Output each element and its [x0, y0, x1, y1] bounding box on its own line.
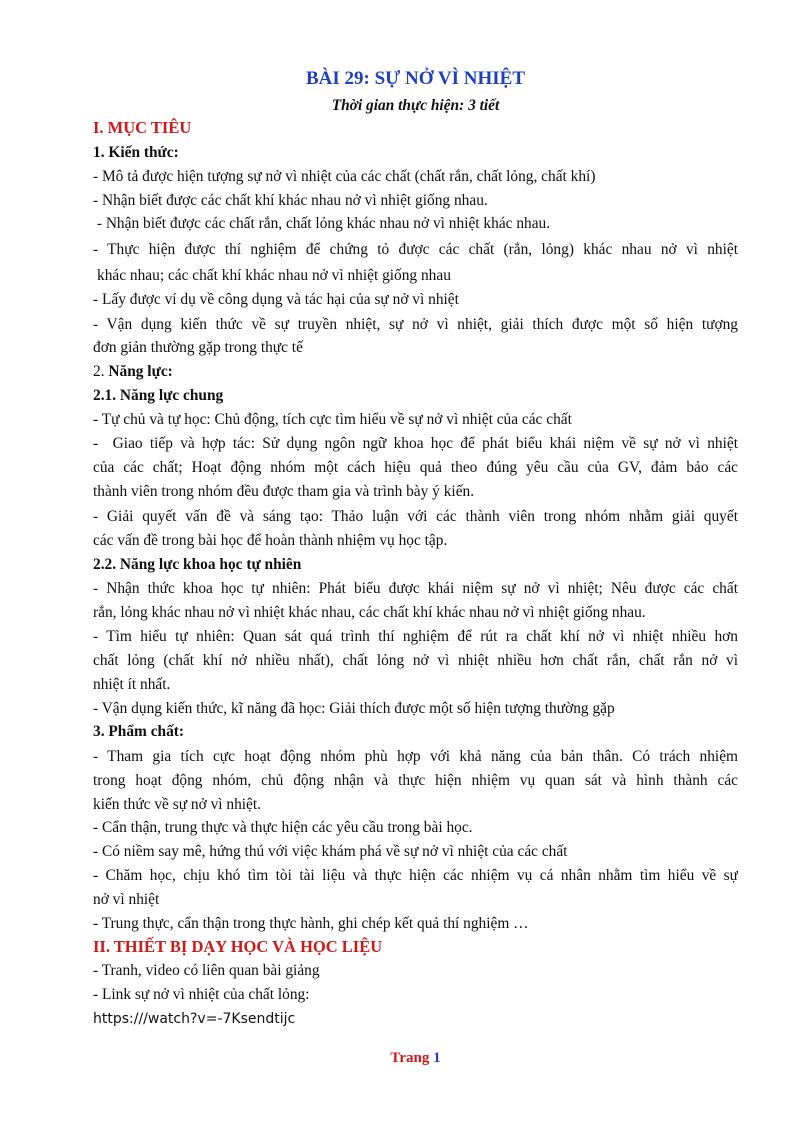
page-label: Trang — [390, 1050, 434, 1066]
quality-item: - Có niềm say mê, hứng thú với việc khám phá về sự nở vì nhiệt của các chất — [93, 843, 568, 860]
knowledge-item: - Nhận biết được các chất rắn, chất lỏng khác nhau nở vì nhiệt khác nhau. — [93, 215, 551, 232]
lesson-duration: Thời gian thực hiện: 3 tiết — [331, 97, 500, 114]
section-heading-objectives: I. MỤC TIÊU — [93, 118, 192, 137]
competence-number: 2. — [93, 363, 109, 380]
quality-item-continued: kiến thức về sự nở vì nhiệt. — [93, 796, 262, 813]
science-competence-item: - Nhận thức khoa học tự nhiên: Phát biểu được khái niệm sự nở vì nhiệt; Nêu được các chất — [93, 580, 738, 597]
science-competence-item: - Vận dụng kiến thức, kĩ năng đã học: Giải thích được một số hiện tượng thường gặp — [93, 700, 615, 717]
competence-heading — [93, 362, 738, 382]
video-link[interactable]: https:///watch?v=-7Ksendtijc — [93, 1011, 296, 1027]
quality-item: - Cẩn thận, trung thực và thực hiện các yêu cầu trong bài học. — [93, 819, 473, 836]
knowledge-item: - Nhận biết được các chất khí khác nhau nở vì nhiệt giống nhau. — [93, 192, 488, 209]
general-competence-item: - Giải quyết vấn đề và sáng tạo: Thảo luận với các thành viên trong nhóm nhằm giải quyết — [93, 508, 738, 525]
lesson-title: BÀI 29: SỰ NỞ VÌ NHIỆT — [305, 68, 526, 89]
knowledge-item-continued: đơn giản thường gặp trong thực tế — [93, 339, 303, 356]
science-competence-item-continued: chất lỏng (chất khí nở nhiều nhất), chất lỏng nở vì nhiệt nhiều hơn chất rắn, chất rắn nở vì — [93, 652, 738, 669]
general-competence-heading: 2.1. Năng lực chung — [93, 387, 224, 404]
science-competence-item: - Tìm hiểu tự nhiên: Quan sát quá trình thí nghiệm để rút ra chất khí nở vì nhiệt nhiều hơn — [93, 628, 738, 645]
general-competence-item-continued: của các chất; Hoạt động nhóm một cách hiệu quả theo đúng yêu cầu của GV, đảm bảo các — [93, 459, 738, 476]
quality-heading: 3. Phẩm chất: — [93, 723, 185, 740]
quality-item: - Trung thực, cẩn thận trong thực hành, ghi chép kết quả thí nghiệm … — [93, 915, 529, 932]
knowledge-heading: 1. Kiến thức: — [93, 144, 179, 161]
knowledge-item-continued: khác nhau; các chất khí khác nhau nở vì nhiệt giống nhau — [97, 267, 451, 284]
knowledge-item: - Thực hiện được thí nghiệm để chứng tỏ được các chất (rắn, lỏng) khác nhau nở vì nhiệt — [93, 241, 738, 258]
general-competence-item: - Giao tiếp và hợp tác: Sử dụng ngôn ngữ khoa học để phát biểu khái niệm về sự nở vì nhiệt — [93, 435, 738, 452]
general-competence-item-continued: các vấn đề trong bài học để hoàn thành nhiệm vụ học tập. — [93, 532, 448, 549]
quality-item-continued: trong hoạt động nhóm, chủ động nhận và thực hiện nhiệm vụ quan sát và hình thành các — [93, 772, 738, 789]
competence-label: Năng lực: — [108, 363, 173, 380]
general-competence-item-continued: thành viên trong nhóm đều được tham gia và trình bày ý kiến. — [93, 483, 475, 500]
quality-item: - Tham gia tích cực hoạt động nhóm phù hợp với khả năng của bản thân. Có trách nhiệm — [93, 748, 738, 765]
science-competence-heading: 2.2. Năng lực khoa học tự nhiên — [93, 556, 302, 573]
quality-item-continued: nở vì nhiệt — [93, 891, 160, 908]
knowledge-item: - Vận dụng kiến thức về sự truyền nhiệt, sự nở vì nhiệt, giải thích được một số hiện tượng — [93, 316, 738, 333]
knowledge-item: - Mô tả được hiện tượng sự nở vì nhiệt của các chất (chất rắn, chất lỏng, chất khí) — [93, 168, 596, 185]
document-page — [93, 0, 738, 1123]
general-competence-item: - Tự chủ và tự học: Chủ động, tích cực tìm hiểu về sự nở vì nhiệt của các chất — [93, 411, 572, 428]
section-heading-equipment: II. THIẾT BỊ DẠY HỌC VÀ HỌC LIỆU — [93, 937, 383, 956]
science-competence-item-continued: nhiệt ít nhất. — [93, 676, 171, 693]
page-footer — [93, 1048, 738, 1068]
page-number: 1 — [433, 1050, 441, 1066]
equipment-item: - Tranh, video có liên quan bài giảng — [93, 962, 320, 979]
equipment-item: - Link sự nở vì nhiệt của chất lỏng: — [93, 986, 310, 1003]
science-competence-item-continued: rắn, lỏng khác nhau nở vì nhiệt khác nhau, các chất khí khác nhau nở vì nhiệt giống nhau. — [93, 604, 646, 621]
quality-item: - Chăm học, chịu khó tìm tòi tài liệu và thực hiện các nhiệm vụ cá nhân nhằm tìm hiểu về sự — [93, 867, 738, 884]
knowledge-item: - Lấy được ví dụ về công dụng và tác hại của sự nở vì nhiệt — [93, 291, 459, 308]
